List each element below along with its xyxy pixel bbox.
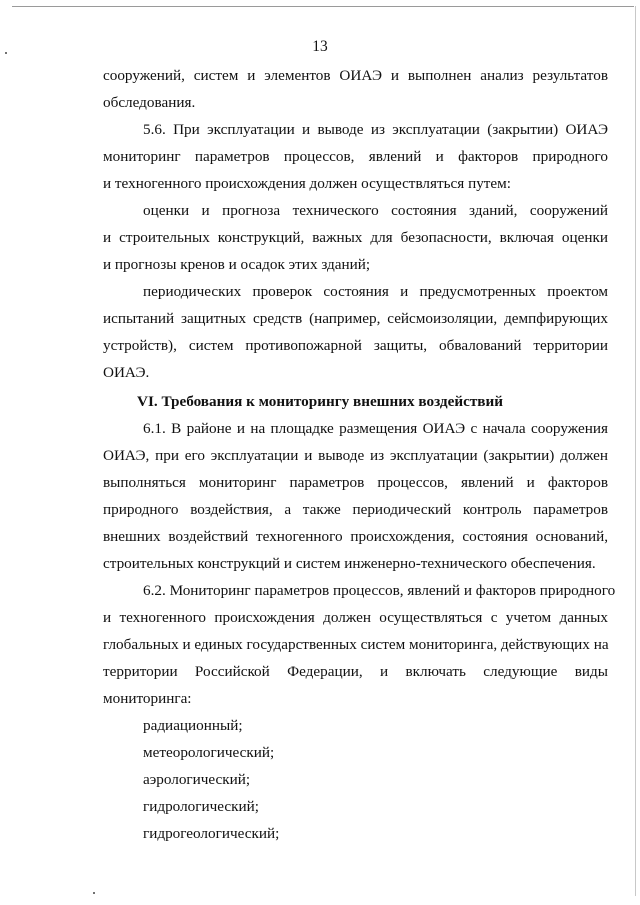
page-number: 13 <box>312 38 328 55</box>
clause-5-6-line: 5.6. При эксплуатации и выводе из эксплуатации (закрытии) ОИАЭ <box>143 121 608 138</box>
paragraph-line: выполняться мониторинг параметров процессов, явлений и факторов <box>103 474 608 491</box>
paragraph-line: ОИАЭ. <box>103 364 150 381</box>
paragraph-line: строительных конструкций и систем инженерно-технического обеспечения. <box>103 555 596 572</box>
paragraph-line: ОИАЭ, при его эксплуатации и выводе из эксплуатации (закрытии) должен <box>103 447 608 464</box>
paragraph-line: внешних воздействий техногенного происхождения, состояния оснований, <box>103 528 608 545</box>
monitoring-type-item: метеорологический; <box>143 744 275 761</box>
paragraph-line: глобальных и единых государственных систем мониторинга, действующих на <box>103 636 609 653</box>
paragraph-line: сооружений, систем и элементов ОИАЭ и выполнен анализ результатов <box>103 67 608 84</box>
paragraph-line: мониторинга: <box>103 690 192 707</box>
monitoring-type-item: радиационный; <box>143 717 243 734</box>
list-item-line: оценки и прогноза технического состояния зданий, сооружений <box>143 202 608 219</box>
paragraph-line: мониторинг параметров процессов, явлений и факторов природного <box>103 148 608 165</box>
paragraph-line: и строительных конструкций, важных для безопасности, включая оценки <box>103 229 608 246</box>
monitoring-type-item: гидрологический; <box>143 798 259 815</box>
section-heading: VI. Требования к мониторингу внешних воздействий <box>136 393 503 410</box>
clause-6-1-line: 6.1. В районе и на площадке размещения ОИАЭ с начала сооружения <box>143 420 608 437</box>
paragraph-line: и техногенного происхождения должен осуществляться с учетом данных <box>103 609 608 626</box>
paragraph-line: обследования. <box>103 94 196 111</box>
scan-right-edge <box>635 6 636 896</box>
clause-6-2-line: 6.2. Мониторинг параметров процессов, явлений и факторов природного <box>143 582 616 599</box>
paragraph-line: устройств), систем противопожарной защиты, обвалований территории <box>103 337 608 354</box>
paragraph-line: территории Российской Федерации, и включать следующие виды <box>103 663 608 680</box>
paragraph-line: и прогнозы кренов и осадок этих зданий; <box>103 256 371 273</box>
scan-speck <box>93 892 95 894</box>
paragraph-line: природного воздействия, а также периодический контроль параметров <box>103 501 608 518</box>
paragraph-line: и техногенного происхождения должен осуществляться путем: <box>103 175 511 192</box>
list-item-line: периодических проверок состояния и предусмотренных проектом <box>143 283 608 300</box>
paragraph-line: испытаний защитных средств (например, сейсмоизоляции, демпфирующих <box>103 310 608 327</box>
monitoring-type-item: гидрогеологический; <box>143 825 280 842</box>
monitoring-type-item: аэрологический; <box>143 771 251 788</box>
scan-top-edge <box>12 6 634 7</box>
